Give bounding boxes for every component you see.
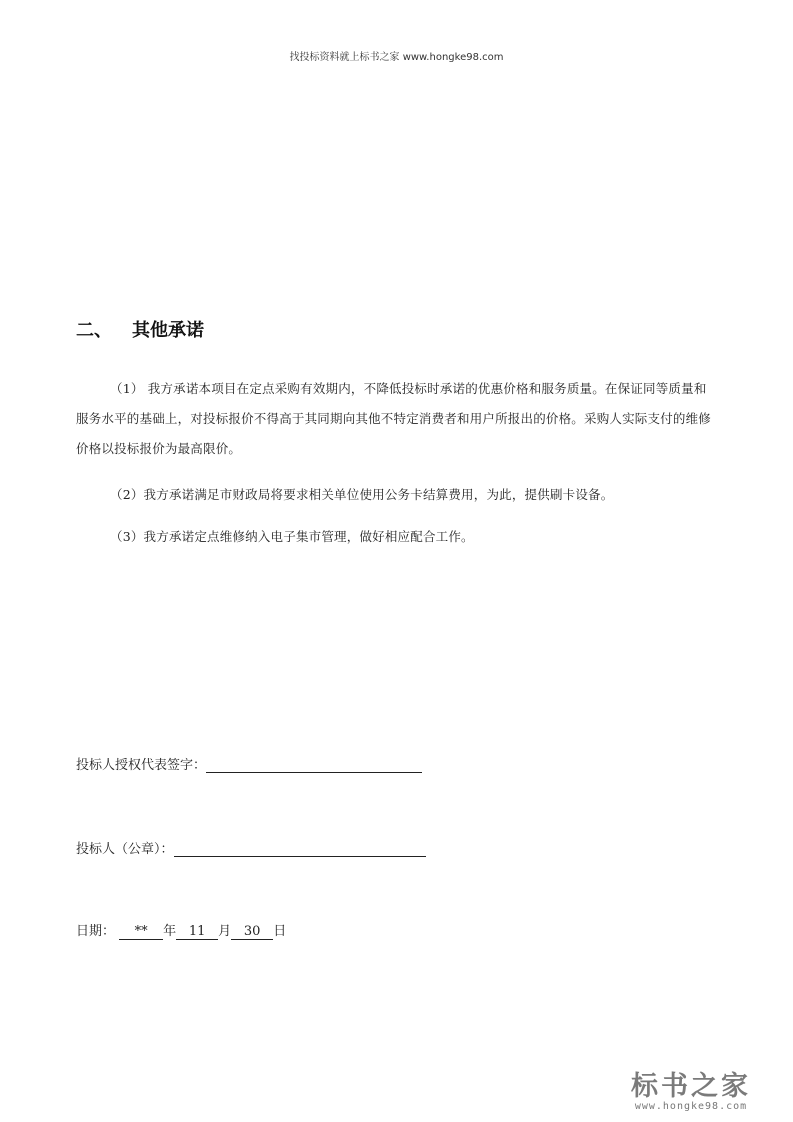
representative-signature-line bbox=[206, 756, 422, 773]
paragraph-1: （1） 我方承诺本项目在定点采购有效期内，不降低投标时承诺的优惠价格和服务质量。在保证同等质量和服务水平的基础上，对投标报价不得高于其同期向其他不特定消费者和用户所报出的价格。采购人实际支付的维修价格以投标报价为最高限价。 bbox=[76, 381, 712, 456]
paragraph-2: （2）我方承诺满足市财政局将要求相关单位使用公务卡结算费用，为此，提供刷卡设备。 bbox=[110, 487, 614, 502]
watermark-name: 标书之家 bbox=[631, 1071, 751, 1102]
bidder-seal-line bbox=[174, 840, 426, 857]
section-number: 二、 bbox=[76, 320, 112, 341]
date-month-unit: 月 bbox=[218, 924, 232, 939]
bidder-seal-row bbox=[76, 838, 426, 857]
bidder-seal-label: 投标人（公章）： bbox=[76, 842, 174, 857]
representative-signature-label: 投标人授权代表签字： bbox=[76, 758, 207, 773]
representative-signature-row bbox=[76, 754, 422, 773]
section-title-text: 其他承诺 bbox=[132, 320, 204, 341]
date-day-unit: 日 bbox=[273, 924, 287, 939]
date-year-unit: 年 bbox=[163, 924, 177, 939]
section-title bbox=[76, 316, 204, 342]
date-label: 日期： bbox=[76, 924, 116, 939]
date-year-value: ** bbox=[119, 924, 163, 940]
date-month-value: 11 bbox=[176, 924, 218, 940]
date-row bbox=[76, 920, 286, 940]
date-day-value: 30 bbox=[231, 924, 273, 940]
watermark-logo bbox=[611, 1064, 771, 1112]
page-header: 找投标资料就上标书之家 www.hongke98.com bbox=[289, 52, 504, 63]
paragraph-3: （3）我方承诺定点维修纳入电子集市管理，做好相应配合工作。 bbox=[110, 529, 474, 544]
watermark-url: www.hongke98.com bbox=[634, 1101, 748, 1112]
